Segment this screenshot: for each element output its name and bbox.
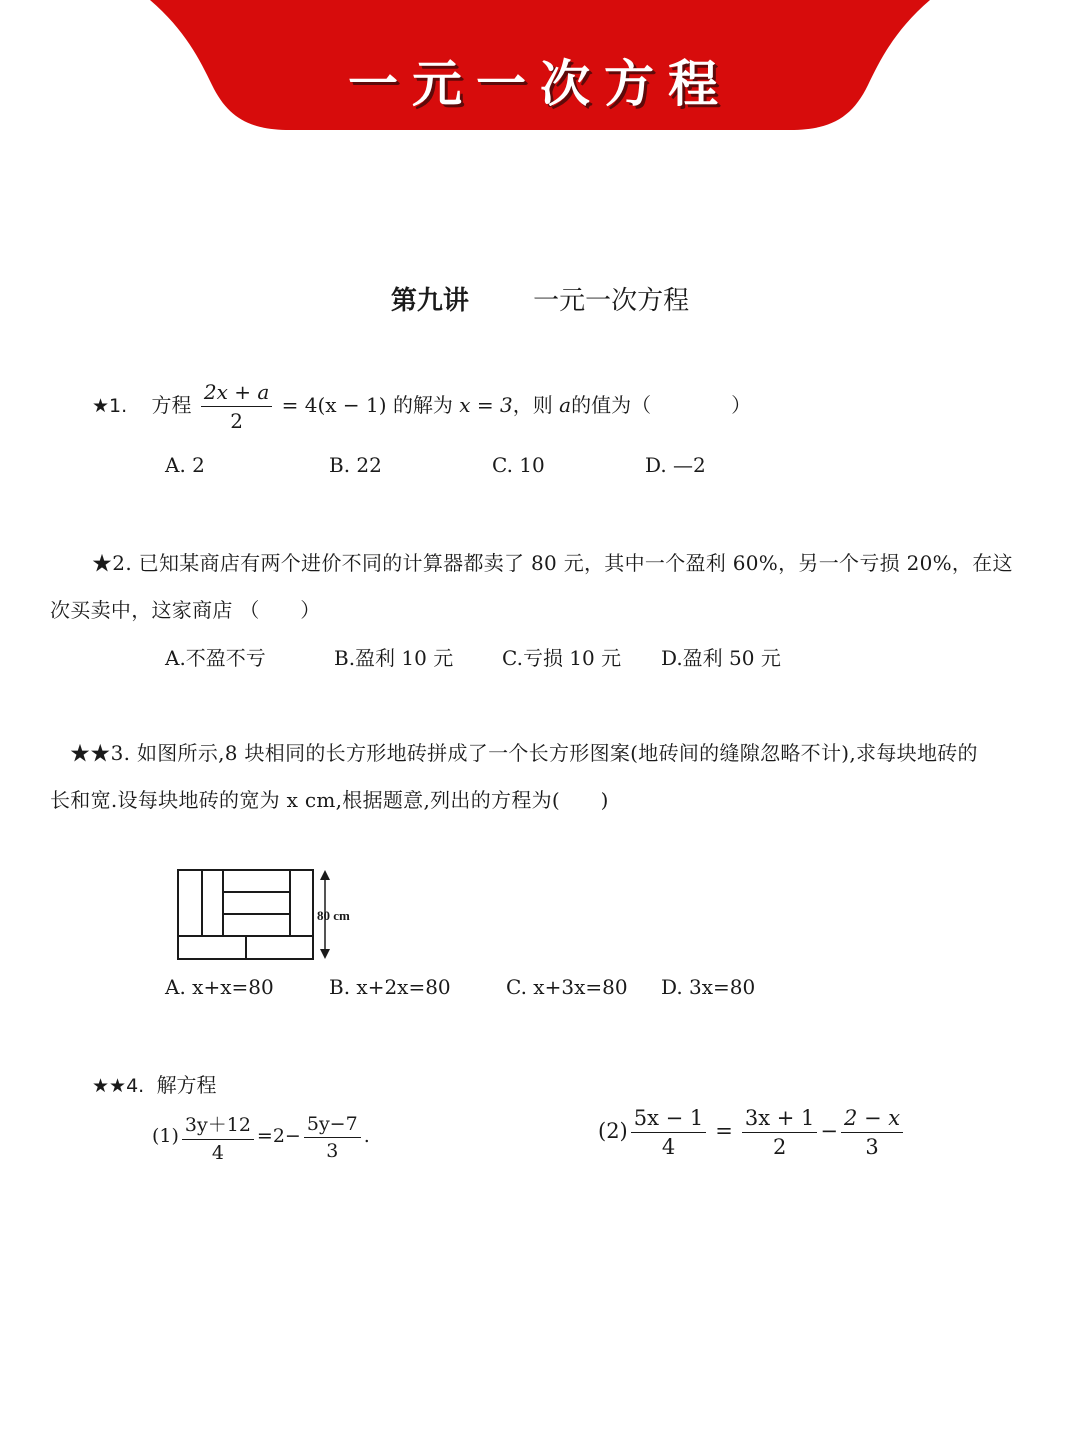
q4-p2-denominator-2: 2: [772, 1135, 787, 1159]
q4-p2-denominator-1: 4: [661, 1135, 676, 1159]
q4-p2-numerator-2: 3x + 1: [742, 1106, 818, 1133]
dimension-arrow-bottom: [320, 949, 330, 959]
q4-p1-fraction-2: [304, 1113, 361, 1162]
q1-tail: 的值为（ ）: [571, 393, 752, 417]
q4-p2-fraction-2: [742, 1106, 818, 1159]
q1-solution: x = 3: [459, 393, 513, 417]
q4-p2-numerator-3: 2 − x: [841, 1106, 903, 1133]
q4-p1-label: (1): [152, 1125, 179, 1147]
q2-option-a[interactable]: A.不盈不亏: [165, 646, 266, 670]
q4-title: 解方程: [156, 1073, 217, 1097]
q1-option-a[interactable]: A. 2: [165, 453, 205, 477]
q4-p2-fraction-3: [841, 1106, 903, 1159]
q3-line-2: 长和宽.设每块地砖的宽为 x cm,根据题意,列出的方程为( ): [50, 788, 609, 812]
dimension-arrow-top: [320, 870, 330, 880]
q4-p1-end: .: [363, 1125, 370, 1147]
lecture-heading: [0, 280, 1080, 317]
q1-fraction-denominator: 2: [230, 409, 243, 433]
q4-p1-numerator-2: 5y−7: [304, 1113, 361, 1138]
lecture-topic: 一元一次方程: [533, 286, 690, 316]
lecture-number: 第九讲: [390, 286, 469, 316]
q4-p2-equals: =: [715, 1119, 733, 1143]
q4-p1-denominator-2: 3: [326, 1139, 339, 1162]
question-4: [92, 1069, 217, 1098]
q2-option-d[interactable]: D.盈利 50 元: [661, 646, 781, 670]
question-1: [92, 380, 751, 433]
q2-line-2: 次买卖中，这家商店 （ ）: [50, 598, 321, 622]
q1-option-c[interactable]: C. 10: [492, 453, 545, 477]
q4-marker: ★★4.: [92, 1075, 145, 1097]
figure-dimension-label: 80 cm: [317, 908, 350, 923]
q1-suffix: ，则: [512, 393, 553, 417]
q4-p2-fraction-1: [631, 1106, 707, 1159]
q2-option-b[interactable]: B.盈利 10 元: [334, 646, 454, 670]
q4-p1-fraction-1: [182, 1110, 254, 1164]
banner-title: 一元一次方程: [348, 55, 732, 113]
q3-option-d[interactable]: D. 3x=80: [661, 975, 756, 999]
q4-p2-label: (2): [598, 1119, 628, 1143]
q1-option-d[interactable]: D. —2: [645, 453, 706, 477]
q2-line-1: ★2. 已知某商店有两个进价不同的计算器都卖了 80 元，其中一个盈利 60%，另一个亏损 20%，在这: [92, 551, 1013, 575]
q3-option-c[interactable]: C. x+3x=80: [506, 975, 628, 999]
q4-p2-denominator-3: 3: [865, 1135, 879, 1159]
q1-fraction-numerator: 2x + a: [201, 380, 272, 407]
q3-option-b[interactable]: B. x+2x=80: [329, 975, 451, 999]
q1-rhs: = 4(x − 1): [281, 393, 387, 417]
q1-variable: a: [559, 393, 572, 417]
q4-part-2: [598, 1106, 906, 1159]
q3-line-1: ★★3. 如图所示,8 块相同的长方形地砖拼成了一个长方形图案(地砖间的缝隙忽略不计),求每块地砖的: [70, 741, 978, 765]
q3-option-a[interactable]: A. x+x=80: [165, 975, 274, 999]
q4-part-1: [152, 1110, 370, 1164]
q4-p1-middle: =2−: [256, 1125, 301, 1147]
q1-marker: ★1.: [92, 395, 128, 417]
q1-fraction: [201, 380, 272, 433]
q1-mid: 的解为: [392, 393, 453, 417]
q1-option-b[interactable]: B. 22: [329, 453, 382, 477]
q4-p2-minus: −: [820, 1119, 838, 1143]
q4-p1-numerator-1: 3y＋12: [182, 1110, 254, 1140]
tile-figure: [170, 862, 370, 966]
q1-prefix: 方程: [151, 393, 192, 417]
q2-option-c[interactable]: C.亏损 10 元: [502, 646, 622, 670]
q4-p1-denominator-1: 4: [211, 1142, 224, 1164]
q4-p2-numerator-1: 5x − 1: [631, 1106, 707, 1133]
